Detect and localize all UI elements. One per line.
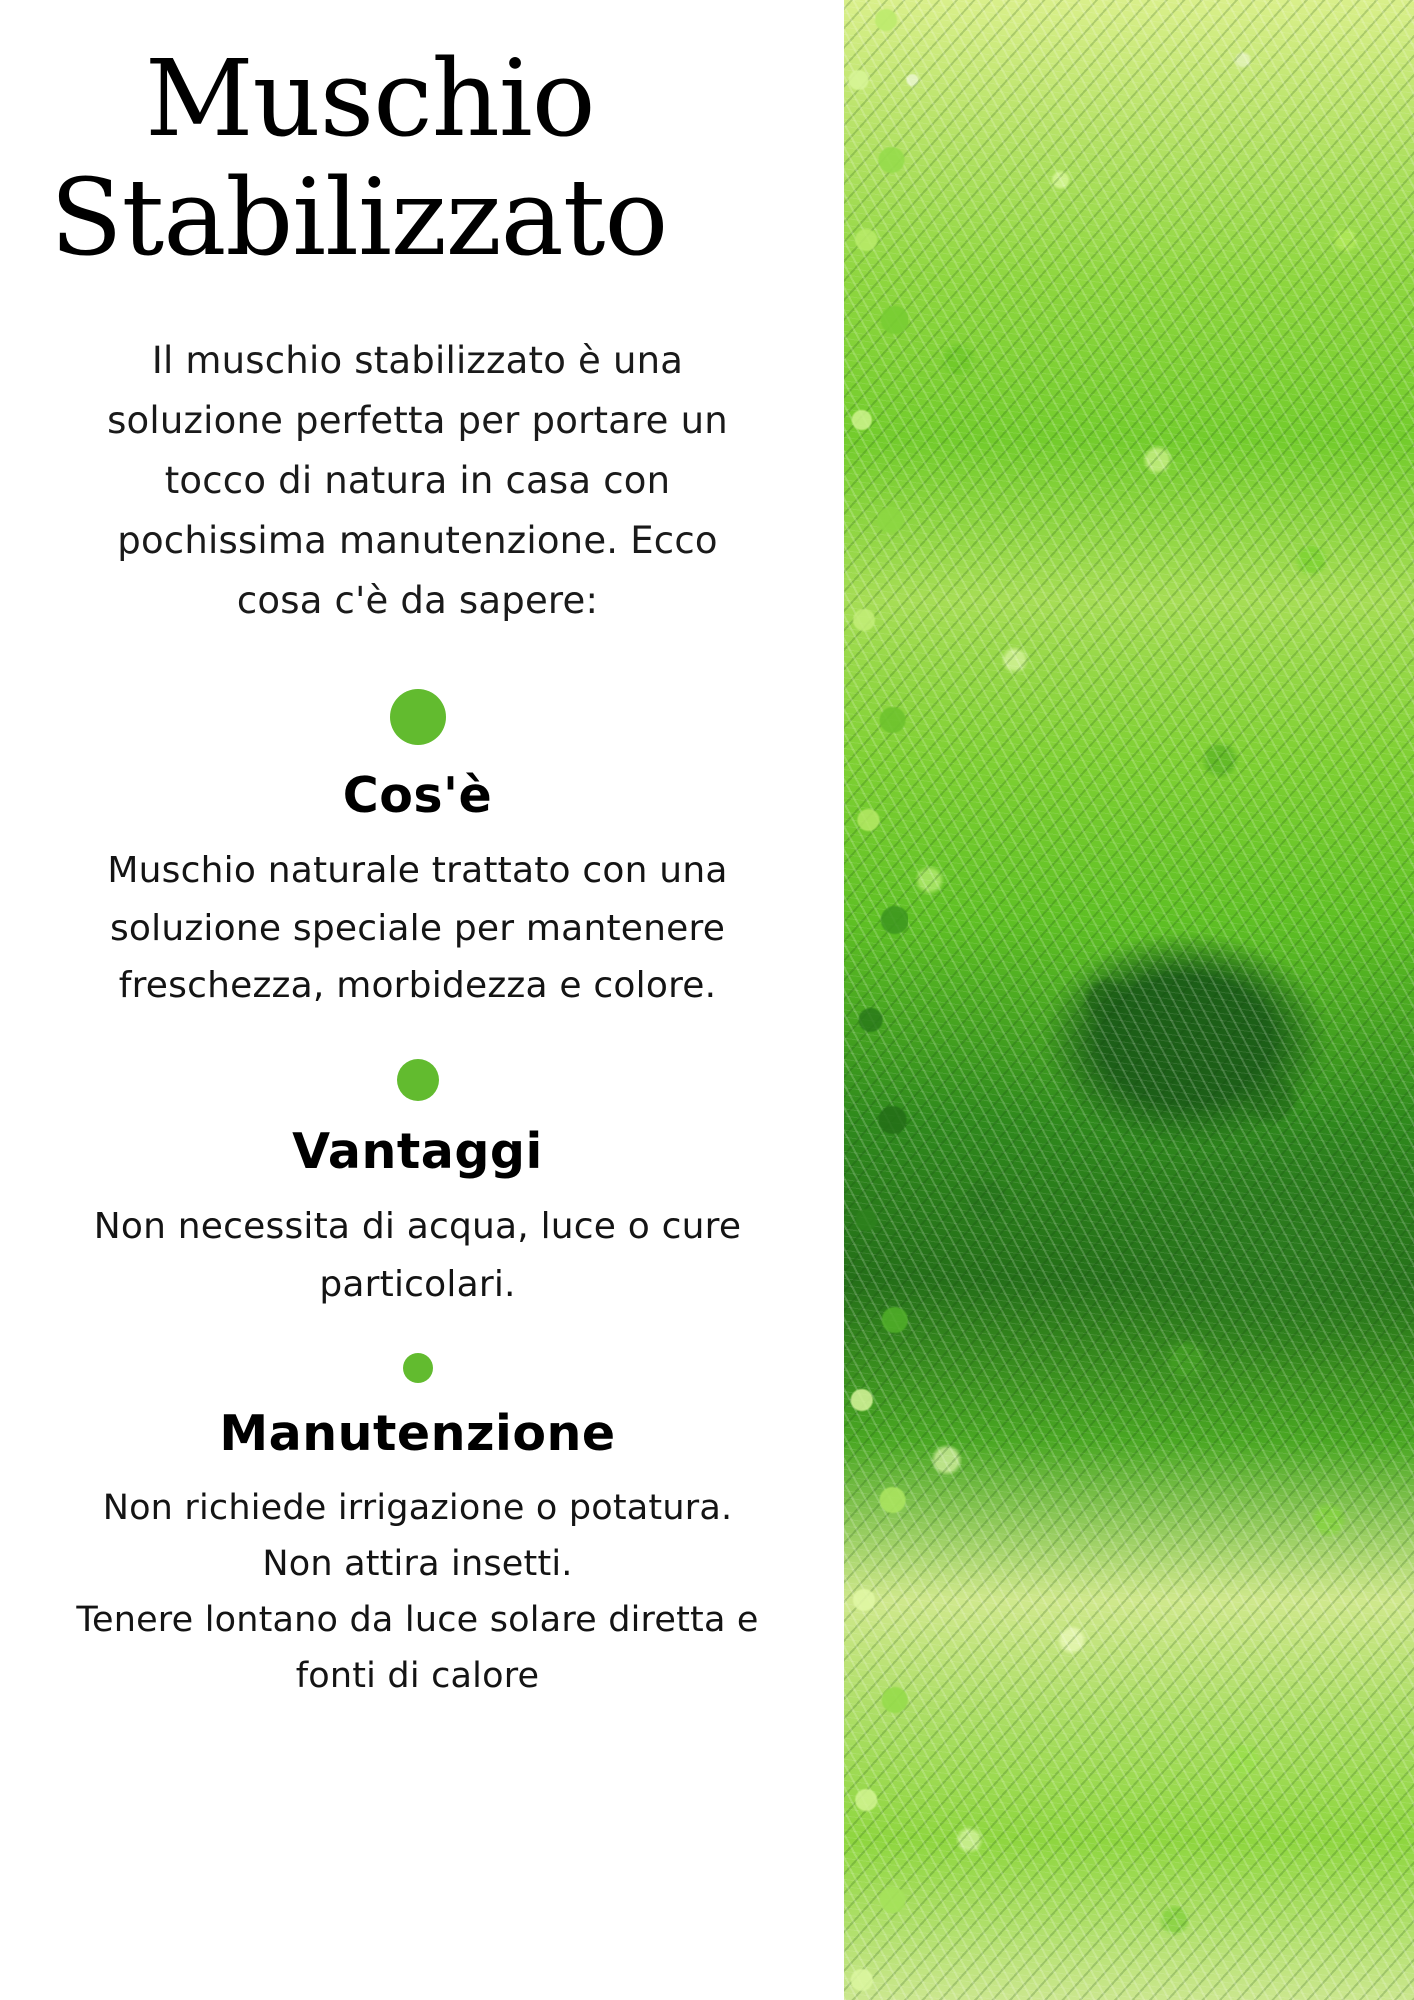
moss-fiber-layer (844, 0, 1414, 2000)
section-manutenzione (48, 1353, 788, 1704)
section-body: Muschio naturale trattato con una soluzione speciale per mantenere freschezza, morbidezza e colore. (107, 850, 728, 1007)
page-title-line-2: Stabilizzato (50, 155, 668, 279)
green-dot-icon (390, 689, 446, 745)
page-title-line-1: Muschio (145, 37, 595, 160)
page-title (40, 37, 795, 279)
section-body: Non necessita di acqua, luce o cure particolari. (93, 1205, 742, 1305)
section-heading: Manutenzione (219, 1405, 616, 1463)
section-heading: Vantaggi (292, 1122, 543, 1180)
green-dot-icon (403, 1353, 433, 1383)
green-dot-icon (397, 1059, 439, 1101)
intro-paragraph: Il muschio stabilizzato è una soluzione perfetta per portare un tocco di natura in casa con pochissima manutenzione. Ecco cosa c'è da sapere: (107, 339, 728, 623)
section-cose (48, 689, 788, 1015)
moss-ragged-edge (844, 0, 908, 2000)
section-vantaggi (48, 1059, 788, 1313)
moss-photo (844, 0, 1414, 2000)
section-body: Non richiede irrigazione o potatura. Non attira insetti. Tenere lontano da luce solare diretta e fonti di calore (76, 1488, 759, 1697)
section-heading: Cos'è (342, 767, 493, 825)
